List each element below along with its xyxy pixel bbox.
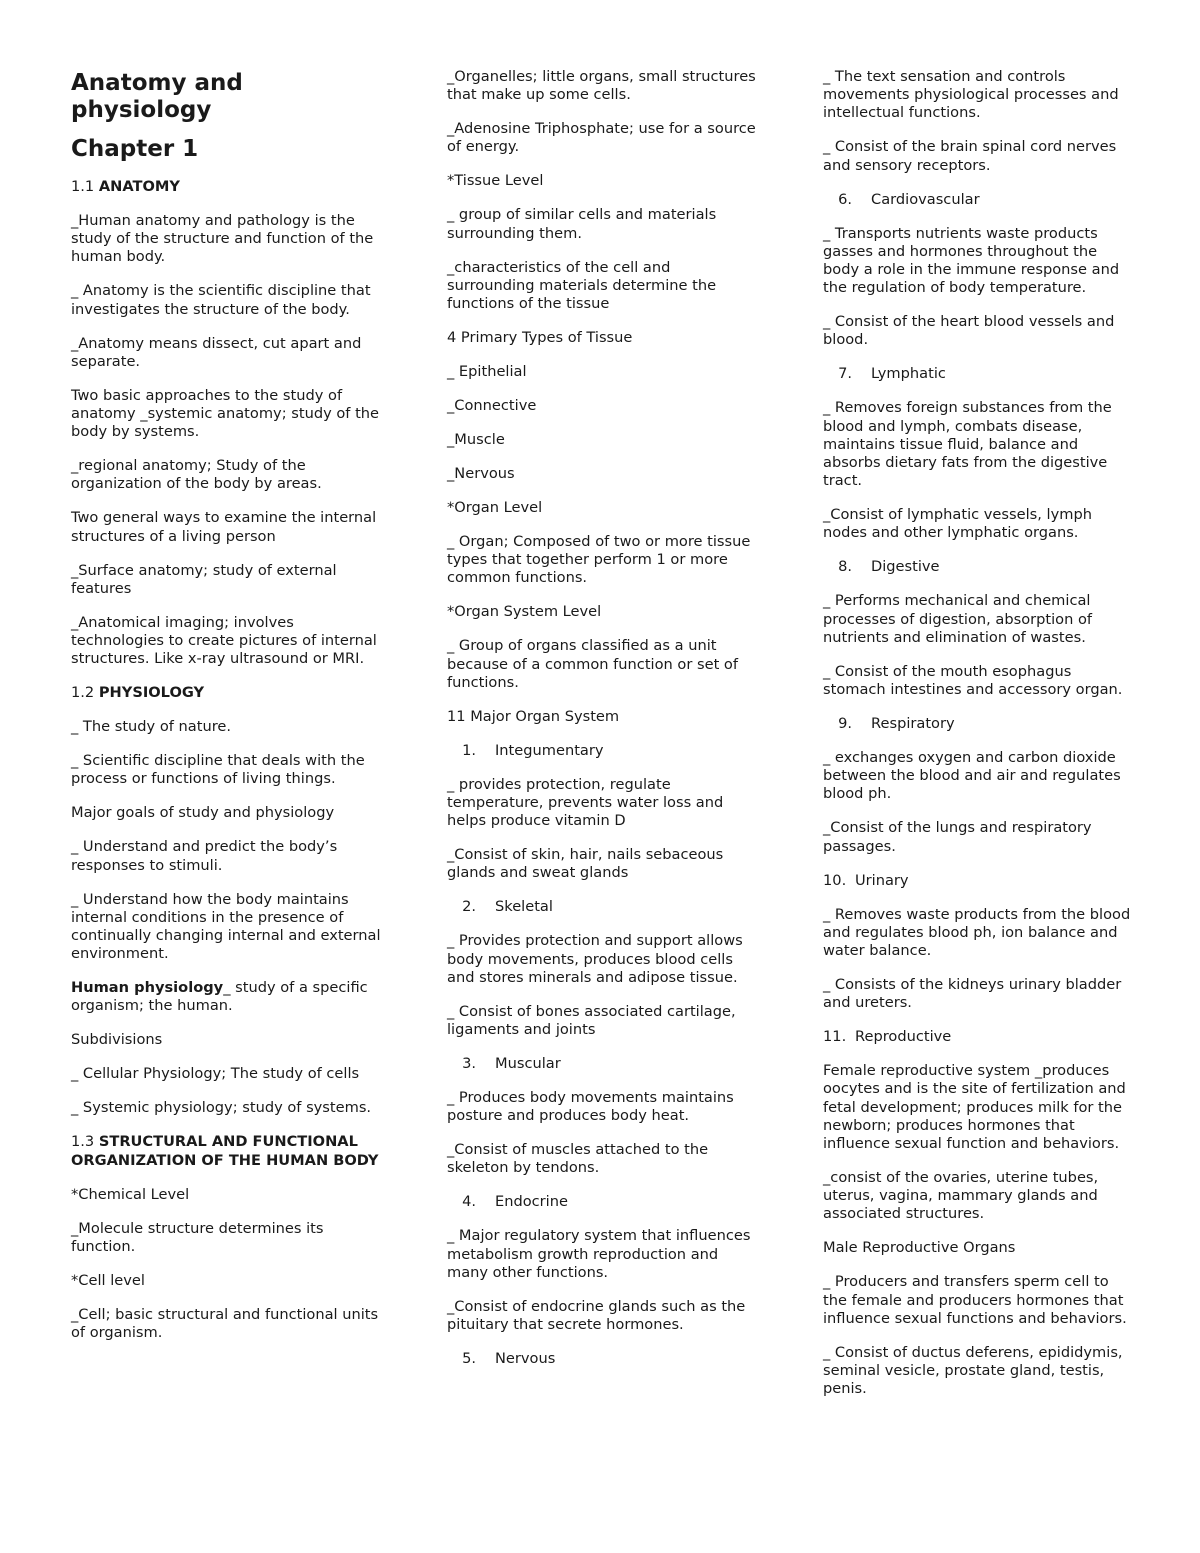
column-3 bbox=[823, 68, 1133, 1414]
paragraph: _ Removes waste products from the blood and regulates blood ph, ion balance and water balance. bbox=[823, 905, 1131, 960]
list-number: 7. bbox=[838, 365, 852, 383]
list-label: Respiratory bbox=[871, 715, 955, 733]
list-label: Digestive bbox=[871, 558, 940, 576]
list-item-lymphatic bbox=[823, 365, 1133, 383]
section-number: 1.1 bbox=[71, 178, 99, 195]
section-heading-physiology bbox=[71, 684, 389, 702]
list-number: 5. bbox=[462, 1350, 476, 1368]
document-title: Anatomy and physiology bbox=[71, 70, 243, 123]
section-number: 1.3 bbox=[71, 1133, 99, 1151]
paragraph: *Organ System Level bbox=[447, 603, 602, 621]
paragraph: _ Producers and transfers sperm cell to the female and producers hormones that influence sexual functions and behaviors. bbox=[823, 1273, 1127, 1327]
chapter-heading: Chapter 1 bbox=[71, 136, 199, 162]
paragraph: _ Consist of bones associated cartilage, ligaments and joints bbox=[447, 1002, 736, 1039]
list-item-reproductive bbox=[823, 1028, 1133, 1046]
section-title: STRUCTURAL AND FUNCTIONAL ORGANIZATION OF THE HUMAN BODY bbox=[71, 1133, 379, 1169]
paragraph: _Nervous bbox=[447, 465, 515, 483]
list-number: 11. bbox=[823, 1028, 847, 1046]
list-number: 10. bbox=[823, 871, 847, 889]
paragraph: _Surface anatomy; study of external features bbox=[71, 561, 337, 597]
paragraph: _Consist of muscles attached to the skeleton by tendons. bbox=[447, 1141, 709, 1177]
paragraph: _ Removes foreign substances from the blood and lymph, combats disease, maintains tissue fluid, balance and absorbs dietary fats from the digestive tract. bbox=[823, 399, 1112, 490]
paragraph: _ Consist of the heart blood vessels and blood. bbox=[823, 313, 1115, 349]
column-2 bbox=[447, 68, 759, 1384]
paragraph: _Anatomical imaging; involves technologies to create pictures of internal structures. Like x-ray ultrasound or MRI. bbox=[71, 613, 377, 668]
definition: _ study of a specific organism; the human. bbox=[71, 979, 368, 1015]
paragraph: *Cell level bbox=[71, 1271, 145, 1289]
paragraph: _Molecule structure determines its function. bbox=[71, 1219, 324, 1255]
paragraph: _ Transports nutrients waste products gasses and hormones throughout the body a role in the immune response and the regulation of body temperature. bbox=[823, 224, 1120, 297]
column-1 bbox=[71, 68, 389, 1358]
paragraph: Two basic approaches to the study of anatomy _systemic anatomy; study of the body by systems. bbox=[71, 386, 380, 441]
paragraph: _ Epithelial bbox=[447, 363, 527, 381]
paragraph: _Muscle bbox=[447, 431, 505, 449]
paragraph: _consist of the ovaries, uterine tubes, uterus, vagina, mammary glands and associated structures. bbox=[823, 1169, 1099, 1223]
paragraph: _regional anatomy; Study of the organization of the body by areas. bbox=[71, 457, 322, 493]
paragraph: 4 Primary Types of Tissue bbox=[447, 329, 633, 347]
paragraph: _Anatomy means dissect, cut apart and separate. bbox=[71, 334, 362, 370]
paragraph: _Organelles; little organs, small structures that make up some cells. bbox=[447, 68, 756, 104]
paragraph: _characteristics of the cell and surrounding materials determine the functions of the tissue bbox=[447, 258, 717, 313]
paragraph: _ Understand how the body maintains internal conditions in the presence of continually changing internal and external environment. bbox=[71, 890, 381, 963]
paragraph: *Organ Level bbox=[447, 499, 543, 517]
paragraph: _ The text sensation and controls movements physiological processes and intellectual functions. bbox=[823, 68, 1119, 122]
paragraph: _ Understand and predict the body’s responses to stimuli. bbox=[71, 838, 338, 874]
paragraph: Male Reproductive Organs bbox=[823, 1239, 1016, 1257]
paragraph: _Human anatomy and pathology is the study of the structure and function of the human body. bbox=[71, 212, 374, 266]
paragraph: *Chemical Level bbox=[71, 1185, 190, 1203]
paragraph: _ Consist of ductus deferens, epididymis, seminal vesicle, prostate gland, testis, penis. bbox=[823, 1343, 1123, 1398]
paragraph: _Connective bbox=[447, 397, 537, 415]
paragraph: _Adenosine Triphosphate; use for a source of energy. bbox=[447, 120, 756, 156]
paragraph: _ Scientific discipline that deals with the process or functions of living things. bbox=[71, 752, 365, 788]
list-number: 2. bbox=[462, 898, 476, 916]
list-item-skeletal bbox=[447, 898, 759, 916]
list-item-digestive bbox=[823, 558, 1133, 576]
paragraph: _Consist of skin, hair, nails sebaceous glands and sweat glands bbox=[447, 846, 724, 882]
list-label: Nervous bbox=[495, 1350, 556, 1368]
paragraph-human-physiology bbox=[71, 979, 389, 1015]
list-number: 9. bbox=[838, 715, 852, 733]
list-label: Endocrine bbox=[495, 1193, 568, 1211]
list-item-endocrine bbox=[447, 1193, 759, 1211]
paragraph: _ Produces body movements maintains posture and produces body heat. bbox=[447, 1089, 734, 1125]
list-item-cardiovascular bbox=[823, 191, 1133, 209]
list-label: Integumentary bbox=[495, 741, 604, 759]
section-number: 1.2 bbox=[71, 684, 99, 702]
paragraph: _ Provides protection and support allows body movements, produces blood cells and stores minerals and adipose tissue. bbox=[447, 932, 743, 986]
paragraph: _ Organ; Composed of two or more tissue types that together perform 1 or more common functions. bbox=[447, 533, 751, 587]
section-title: ANATOMY bbox=[98, 178, 180, 195]
paragraph: _ Consist of the mouth esophagus stomach intestines and accessory organ. bbox=[823, 662, 1123, 699]
list-label: Reproductive bbox=[855, 1028, 952, 1046]
list-number: 3. bbox=[462, 1055, 476, 1073]
paragraph: _Consist of the lungs and respiratory passages. bbox=[823, 819, 1092, 855]
list-item-nervous bbox=[447, 1350, 759, 1368]
paragraph: _ Consists of the kidneys urinary bladder and ureters. bbox=[823, 976, 1122, 1012]
list-item-muscular bbox=[447, 1055, 759, 1073]
paragraph: _ The study of nature. bbox=[71, 718, 231, 736]
paragraph: _Consist of lymphatic vessels, lymph nodes and other lymphatic organs. bbox=[823, 506, 1092, 542]
term: Human physiology bbox=[71, 979, 224, 997]
list-label: Lymphatic bbox=[871, 365, 946, 383]
paragraph: Two general ways to examine the internal structures of a living person bbox=[71, 509, 377, 545]
paragraph: _Cell; basic structural and functional units of organism. bbox=[71, 1305, 379, 1342]
list-item-urinary bbox=[823, 872, 1133, 890]
list-item-respiratory bbox=[823, 715, 1133, 733]
list-number: 8. bbox=[838, 558, 852, 576]
list-number: 6. bbox=[838, 190, 852, 208]
paragraph: Subdivisions bbox=[71, 1031, 163, 1049]
paragraph: _ Group of organs classified as a unit because of a common function or set of functions. bbox=[447, 637, 738, 691]
paragraph: _ group of similar cells and materials surrounding them. bbox=[447, 206, 717, 242]
section-title: PHYSIOLOGY bbox=[98, 684, 205, 702]
paragraph: _ Cellular Physiology; The study of cells bbox=[71, 1065, 360, 1083]
paragraph: Major goals of study and physiology bbox=[71, 804, 335, 822]
paragraph: _ Performs mechanical and chemical processes of digestion, absorption of nutrients and elimination of wastes. bbox=[823, 592, 1093, 646]
paragraph: _ Anatomy is the scientific discipline that investigates the structure of the body. bbox=[71, 282, 371, 318]
paragraph: _ Major regulatory system that influences metabolism growth reproduction and many other functions. bbox=[447, 1227, 751, 1281]
paragraph: _ provides protection, regulate temperature, prevents water loss and helps produce vitamin D bbox=[447, 775, 724, 830]
paragraph: Female reproductive system _produces oocytes and is the site of fertilization and fetal development; produces milk for the newborn; produces hormones that influence sexual function and behaviors. bbox=[823, 1062, 1126, 1153]
list-number: 1. bbox=[462, 741, 476, 759]
paragraph: _Consist of endocrine glands such as the pituitary that secrete hormones. bbox=[447, 1297, 746, 1334]
list-label: Muscular bbox=[495, 1055, 561, 1073]
paragraph: 11 Major Organ System bbox=[447, 707, 620, 725]
list-label: Skeletal bbox=[495, 898, 553, 916]
paragraph: _ Consist of the brain spinal cord nerves and sensory receptors. bbox=[823, 138, 1117, 174]
paragraph: _ exchanges oxygen and carbon dioxide between the blood and air and regulates blood ph. bbox=[823, 749, 1121, 803]
section-heading-organization bbox=[71, 1133, 389, 1169]
list-label: Cardiovascular bbox=[871, 190, 980, 208]
list-item-integumentary bbox=[447, 742, 759, 760]
list-number: 4. bbox=[462, 1193, 476, 1211]
paragraph: *Tissue Level bbox=[447, 172, 544, 190]
paragraph: _ Systemic physiology; study of systems. bbox=[71, 1099, 372, 1117]
list-label: Urinary bbox=[855, 871, 909, 889]
section-heading-anatomy bbox=[71, 178, 389, 196]
